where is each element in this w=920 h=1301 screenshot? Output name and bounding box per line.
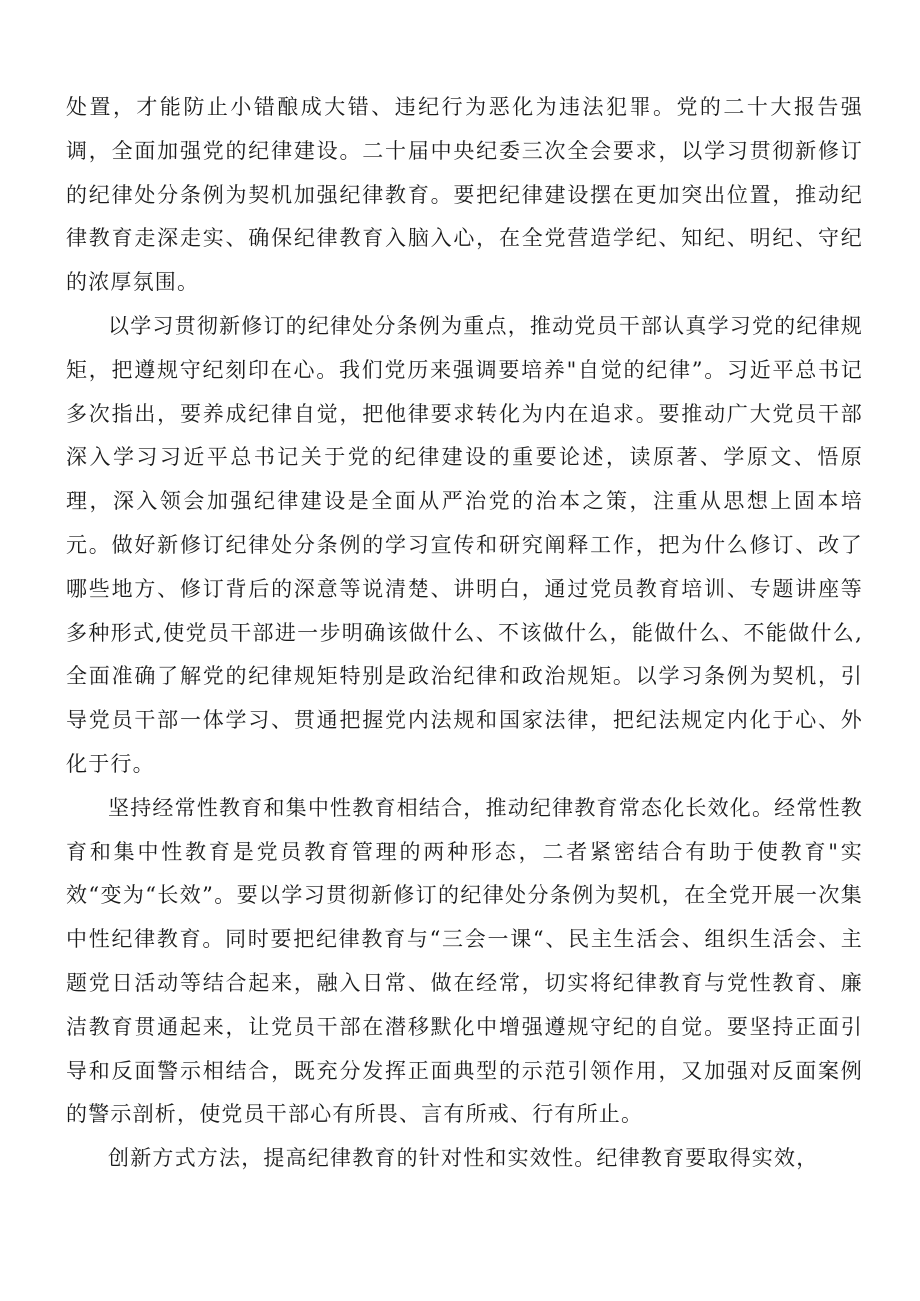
paragraph-3: 坚持经常性教育和集中性教育相结合，推动纪律教育常态化长效化。经常性教育和集中性教育是党员教育管理的两种形态，二者紧密结合有助于使教育"实效“变为“长效”。要以学习贯彻新修订的纪律处分条例为契机，在全党开展一次集中性纪律教育。同时要把纪律教育与“三会一课“、民主生活会、组织生活会、主题党日活动等结合起来，融入日常、做在经常，切实将纪律教育与党性教育、廉洁教育贯通起来，让党员干部在潜移默化中增强遵规守纪的自觉。要坚持正面引导和反面警示相结合，既充分发挥正面典型的示范引领作用，又加强对反面案例的警示剖析，使党员干部心有所畏、言有所戒、行有所止。: [66, 795, 863, 1127]
paragraph-1: 处置，才能防止小错酿成大错、违纪行为恶化为违法犯罪。党的二十大报告强调，全面加强党的纪律建设。二十届中央纪委三次全会要求，以学习贯彻新修订的纪律处分条例为契机加强纪律教育。要把纪律建设摆在更加突出位置，推动纪律教育走深走实、确保纪律教育入脑入心，在全党营造学纪、知纪、明纪、守纪的浓厚氛围。: [66, 95, 863, 295]
document-body: [66, 86, 863, 1181]
paragraph-4: 创新方式方法，提高纪律教育的针对性和实效性。纪律教育要取得实效，: [108, 1146, 819, 1171]
paragraph-2: 以学习贯彻新修订的纪律处分条例为重点，推动党员干部认真学习党的纪律规矩，把遵规守纪刻印在心。我们党历来强调要培养"自觉的纪律”。习近平总书记多次指出，要养成纪律自觉，把他律要求转化为内在追求。要推动广大党员干部深入学习习近平总书记关于党的纪律建设的重要论述，读原著、学原文、悟原理，深入领会加强纪律建设是全面从严治党的治本之策，注重从思想上固本培元。做好新修订纪律处分条例的学习宣传和研究阐释工作，把为什么修订、改了哪些地方、修订背后的深意等说清楚、讲明白，通过党员教育培训、专题讲座等多种形式,使党员干部进一步明确该做什么、不该做什么，能做什么、不能做什么,全面准确了解党的纪律规矩特别是政治纪律和政治规矩。以学习条例为契机，引导党员干部一体学习、贯通把握党内法规和国家法律，把纪法规定内化于心、外化于行。: [66, 313, 863, 776]
